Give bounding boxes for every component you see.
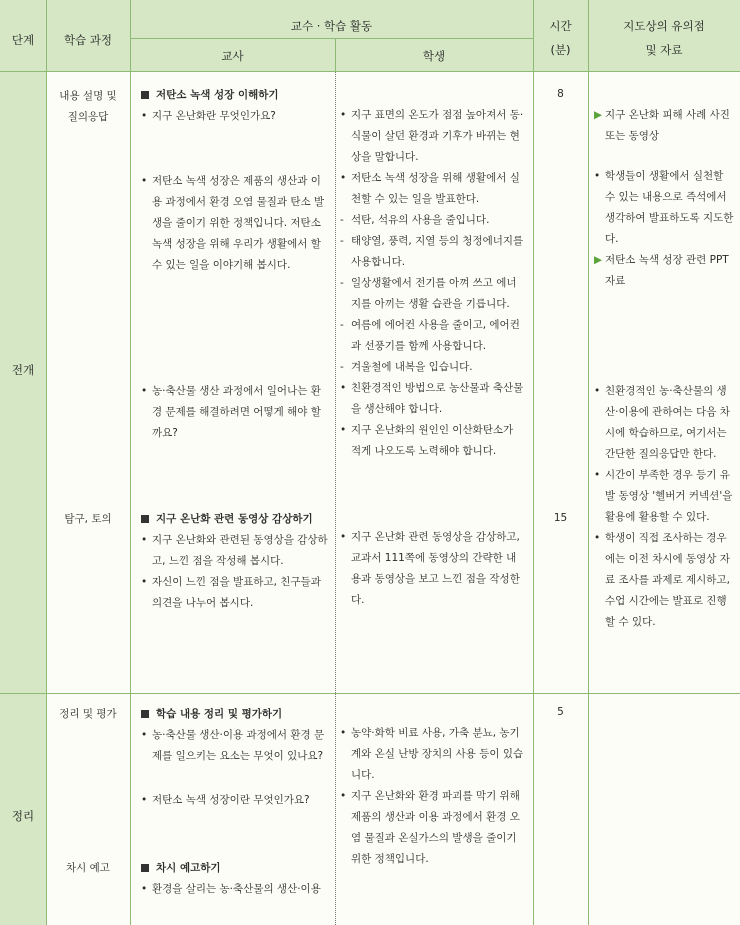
teacher-sec4: [141, 858, 329, 900]
teacher-sec2-title: 지구 온난화 관련 동영상 감상하기: [141, 509, 329, 530]
student-a12: • 지구 온난화와 환경 파괴를 막기 위해 제품의 생산과 이용 과정에서 환경 오염 물질과 온실가스의 발생을 줄이기 위한 정책입니다.: [340, 790, 520, 865]
header-teacher: 교사: [221, 49, 244, 63]
stage-wrap: 정리: [11, 809, 35, 823]
teacher-sec1-q1: • 지구 온난화란 무엇인가요?: [141, 110, 276, 122]
student-a7: - 겨울철에 내복을 입습니다.: [340, 361, 473, 373]
time-explain: 8: [557, 88, 564, 100]
grid-v-teacher-student: [335, 72, 336, 925]
grid-v-time: [533, 0, 534, 925]
teacher-sec3-title: 학습 내용 정리 및 평가하기: [141, 704, 329, 725]
note-n6: • 학생이 직접 조사하는 경우에는 이전 차시에 동영상 자료 조사를 과제로 제시하고, 수업 시간에는 발표로 진행할 수 있다.: [594, 532, 730, 628]
header-stage: 단계: [11, 33, 35, 47]
student-a3: - 석탄, 석유의 사용을 줄입니다.: [340, 214, 490, 226]
teacher-sec1-q3: • 농·축산물 생산 과정에서 일어나는 환경 문제를 해결하려면 어떻게 해야 할까요?: [141, 385, 321, 439]
stage-develop: 전개: [11, 363, 35, 377]
teacher-sec3-q1: • 농·축산물 생산·이용 과정에서 환경 문제를 일으키는 요소는 무엇이 있나요?: [141, 729, 325, 762]
teacher-sec4-q1: • 환경을 살리는 농·축산물의 생산·이용: [141, 883, 321, 895]
teacher-sec3-q2: • 저탄소 녹색 성장이란 무엇인가요?: [141, 794, 310, 806]
note-n1: ▶ 지구 온난화 피해 사례 사진 또는 동영상: [594, 105, 734, 147]
step-explore: 탐구, 토의: [64, 513, 112, 525]
header-activity: 교수 · 학습 활동: [290, 19, 373, 33]
note-n3: ▶ 저탄소 녹색 성장 관련 PPT 자료: [594, 250, 734, 292]
triangle-bullet-icon: ▶: [594, 254, 603, 266]
teacher-sec1: [141, 85, 329, 127]
section-square-icon: [141, 864, 149, 872]
header-time-line1: 시간: [549, 19, 572, 33]
header-student: 학생: [422, 49, 446, 63]
header-process: 학습 과정: [63, 33, 113, 47]
grid-h-header-bottom: [0, 71, 740, 72]
header-notes-line2: 및 자료: [645, 43, 683, 57]
section-square-icon: [141, 515, 149, 523]
step-explain-line1: 내용 설명 및: [59, 90, 117, 102]
step-explain-line2: 질의응답: [67, 111, 109, 123]
time-summary: 5: [557, 706, 564, 718]
student-a5: - 일상생활에서 전기를 아껴 쓰고 에너지를 아끼는 생활 습관을 기릅니다.: [340, 277, 517, 310]
step-preview: 차시 예고: [66, 862, 110, 874]
student-a4: - 태양열, 풍력, 지열 등의 청정에너지를 사용합니다.: [340, 235, 524, 268]
student-a11: • 농약·화학 비료 사용, 가축 분뇨, 농기계와 온실 난방 장치의 사용 등이 있습니다.: [340, 727, 524, 781]
grid-v-stage: [46, 0, 47, 925]
student-a6: - 여름에 에어컨 사용을 줄이고, 에어컨과 선풍기를 함께 사용합니다.: [340, 319, 520, 352]
teacher-sec1-q2: • 저탄소 녹색 성장은 제품의 생산과 이용 과정에서 환경 오염 물질과 탄소 발생을 줄이기 위한 정책입니다. 저탄소 녹색 성장을 위해 우리가 생활에서 할 수 있는 일을 이야기해 봅시다.: [141, 175, 325, 271]
grid-h-activity-sub: [130, 38, 533, 39]
student-a8: • 친환경적인 방법으로 농산물과 축산물을 생산해야 합니다.: [340, 382, 524, 415]
grid-h-stage-split: [0, 693, 740, 694]
student-a10: • 지구 온난화 관련 동영상을 감상하고, 교과서 111쪽에 동영상의 간략한 내용과 동영상을 보고 느낀 점을 작성한다.: [340, 531, 520, 606]
student-a2: • 저탄소 녹색 성장을 위해 생활에서 실천할 수 있는 일을 발표한다.: [340, 172, 520, 205]
time-explore: 15: [553, 512, 568, 524]
step-summary: 정리 및 평가: [59, 708, 117, 720]
teacher-sec2-q2: • 자신이 느낀 점을 발표하고, 친구들과 의견을 나누어 봅시다.: [141, 576, 321, 609]
notes-block3: [594, 381, 734, 633]
step-explain: [46, 86, 130, 128]
stage-column-fill: [0, 0, 46, 925]
header-notes-line1: 지도상의 유의점: [623, 19, 705, 33]
notes-block2: [594, 166, 734, 292]
grid-v-process: [130, 0, 131, 925]
student-a9: • 지구 온난화의 원인인 이산화탄소가 적게 나오도록 노력해야 합니다.: [340, 424, 514, 457]
grid-v-notes: [588, 0, 589, 925]
student-block3: [340, 723, 526, 870]
teacher-sec2-q1: • 지구 온난화와 관련된 동영상을 감상하고, 느낀 점을 작성해 봅시다.: [141, 534, 328, 567]
student-a1: • 지구 표면의 온도가 점점 높아져서 동·식물이 살던 환경과 기후가 바뀌는 현상을 말합니다.: [340, 109, 524, 163]
teacher-sec3: [141, 704, 329, 767]
teacher-sec2: [141, 509, 329, 614]
header-time-line2: (분): [550, 43, 571, 57]
note-n5: • 시간이 부족한 경우 등기 유발 동영상 '헬버거 커넥션'을 활용에 활용할 수 있다.: [594, 469, 733, 523]
note-n4: • 친환경적인 농·축산물의 생산·이용에 관하여는 다음 차시에 학습하므로, 여기서는 간단한 질의응답만 한다.: [594, 385, 730, 460]
teacher-sec1-title: 저탄소 녹색 성장 이해하기: [141, 85, 329, 106]
student-block1: [340, 105, 526, 462]
note-n2: • 학생들이 생활에서 실천할 수 있는 내용으로 즉석에서 생각하여 발표하도록 지도한다.: [594, 170, 734, 245]
section-square-icon: [141, 91, 149, 99]
triangle-bullet-icon: ▶: [594, 109, 603, 121]
notes-block1: [594, 105, 734, 147]
section-square-icon: [141, 710, 149, 718]
teacher-sec4-title: 차시 예고하기: [141, 858, 329, 879]
